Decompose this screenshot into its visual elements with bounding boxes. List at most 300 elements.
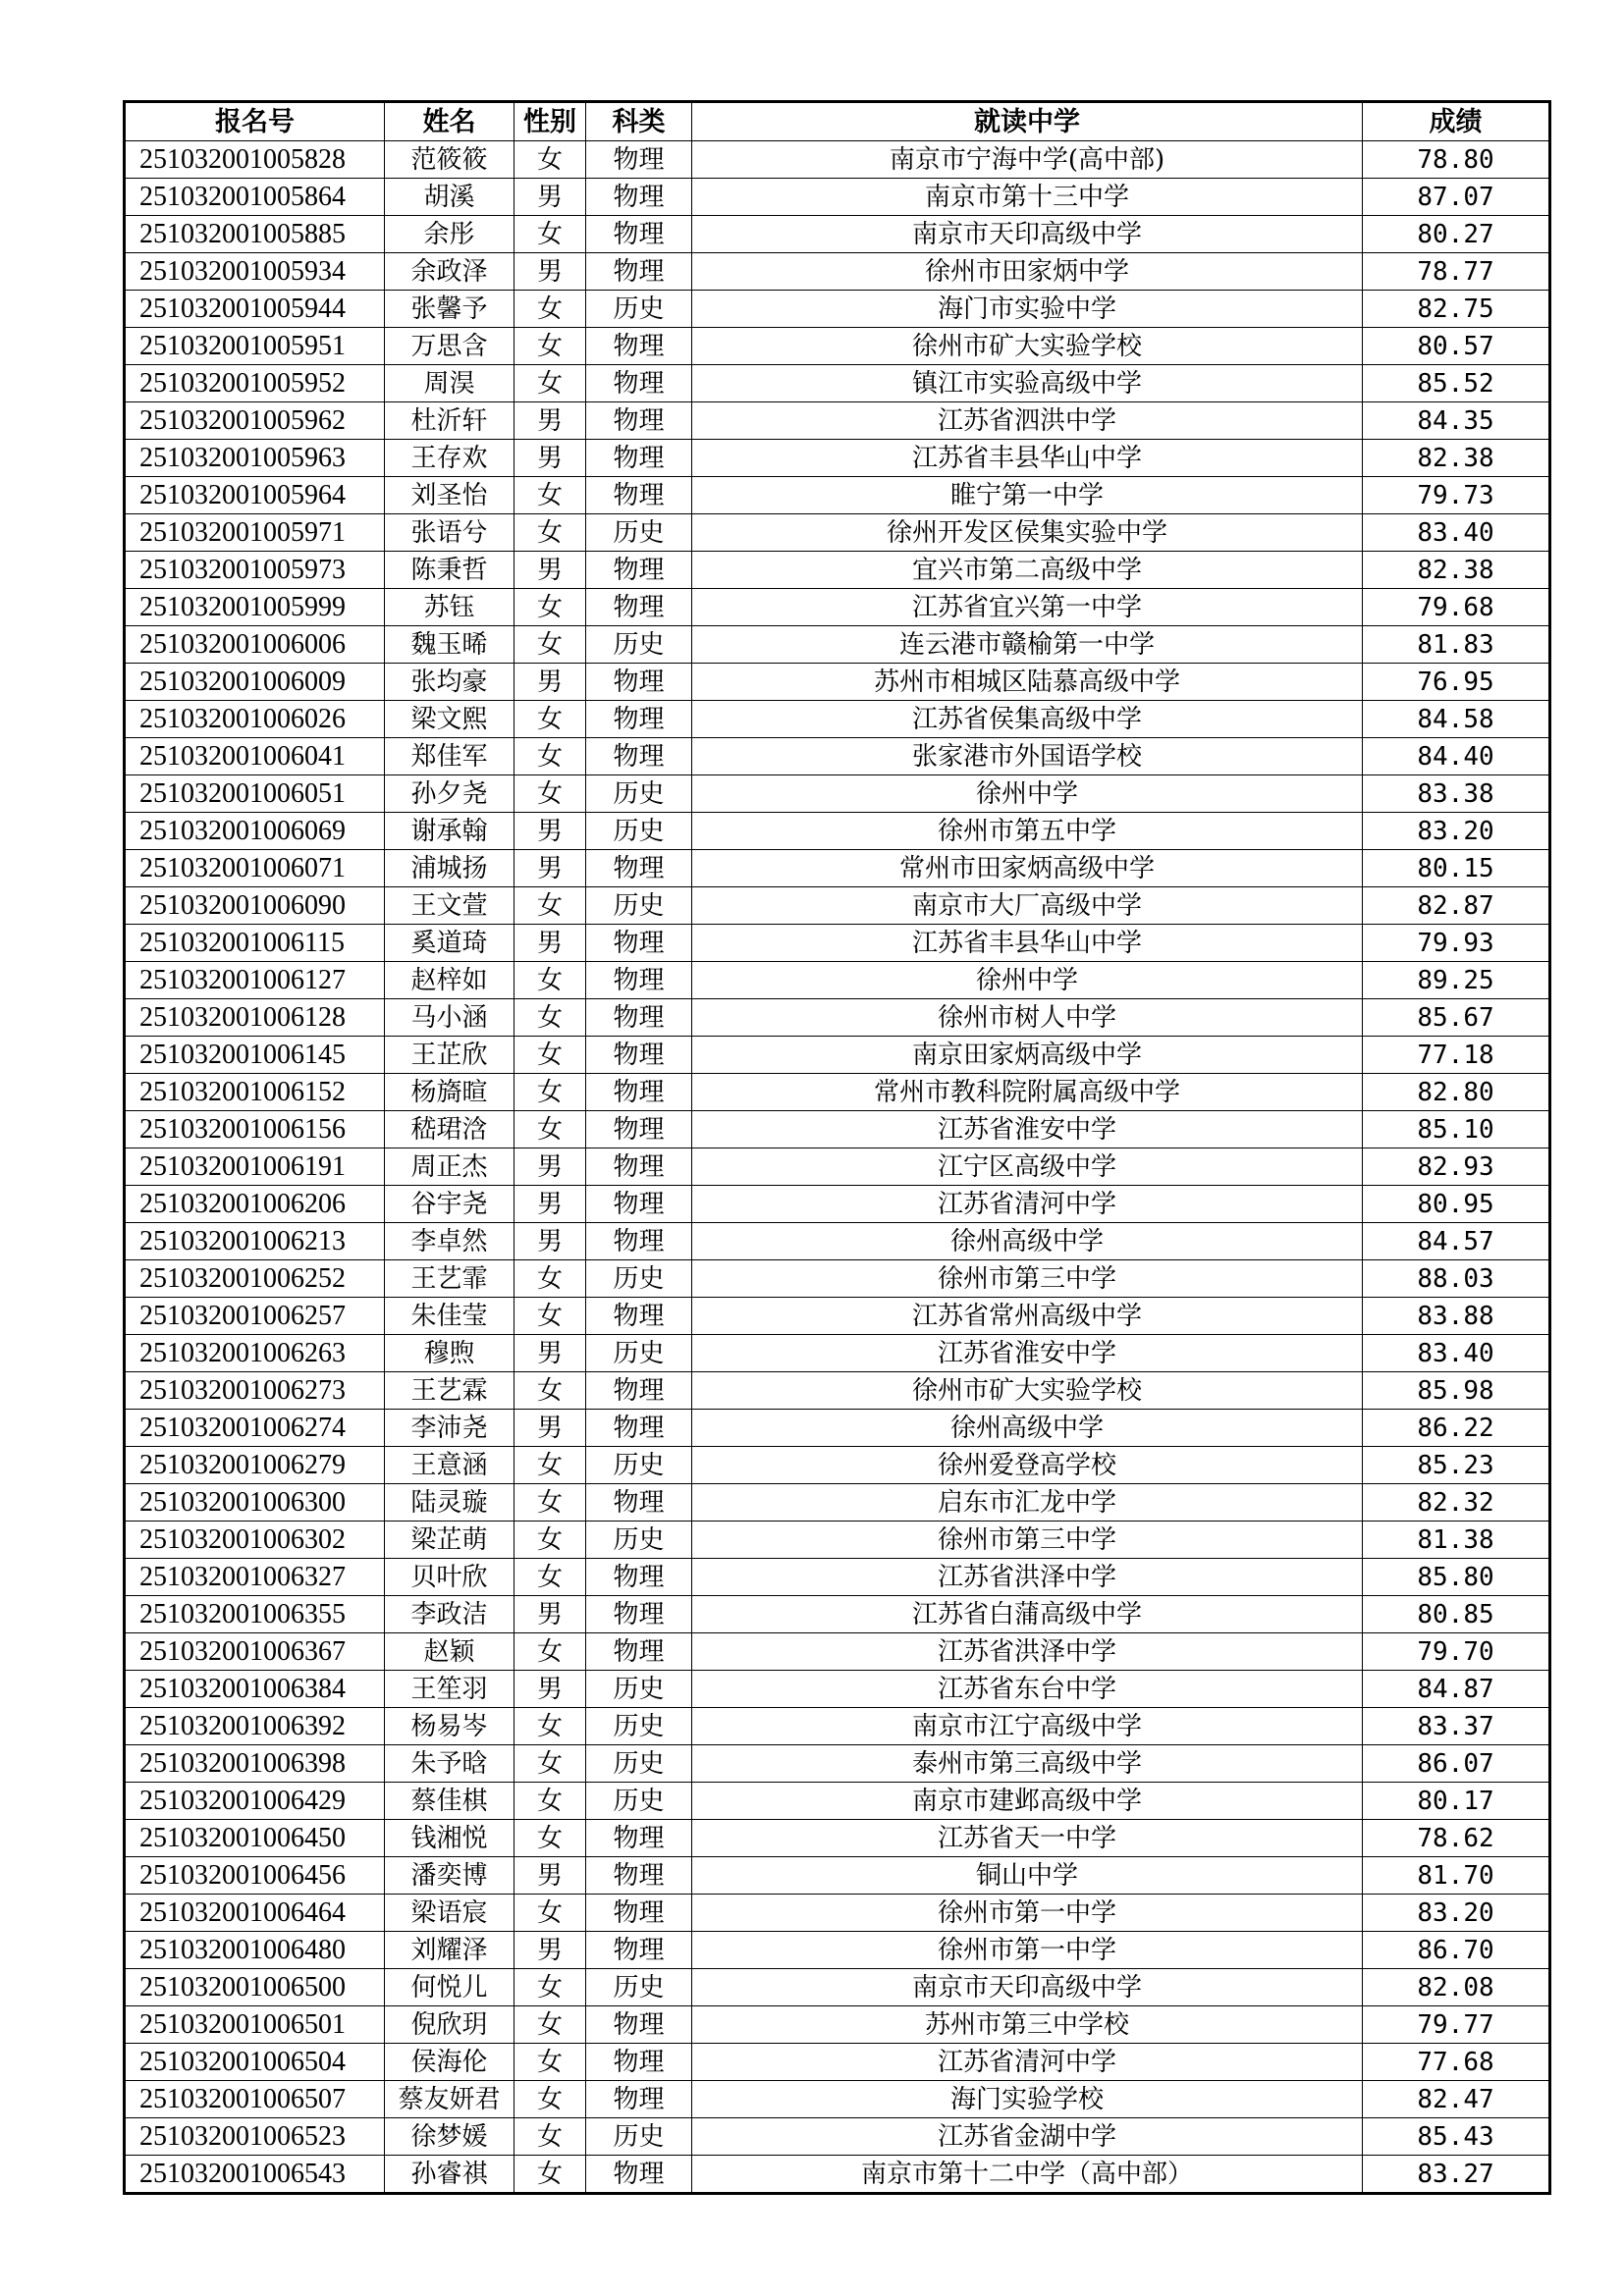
school-cell: 睢宁第一中学 [692, 477, 1363, 514]
name-cell: 李政洁 [385, 1596, 514, 1633]
subject-track-cell: 历史 [586, 1783, 692, 1820]
table-row [125, 2006, 1550, 2044]
name-cell: 梁文熙 [385, 701, 514, 738]
name-cell: 潘奕博 [385, 1857, 514, 1895]
column-header-gender: 性别 [514, 102, 586, 141]
registration-number-cell: 251032001006392 [125, 1708, 385, 1745]
subject-track-cell: 物理 [586, 1372, 692, 1410]
school-cell: 南京市天印高级中学 [692, 1969, 1363, 2006]
score-cell: 79.70 [1363, 1633, 1550, 1671]
score-cell: 89.25 [1363, 962, 1550, 999]
name-cell: 赵梓如 [385, 962, 514, 999]
registration-number-cell: 251032001005963 [125, 440, 385, 477]
subject-track-cell: 物理 [586, 1298, 692, 1335]
school-cell: 江苏省白蒲高级中学 [692, 1596, 1363, 1633]
registration-number-cell: 251032001006009 [125, 664, 385, 701]
subject-track-cell: 物理 [586, 664, 692, 701]
subject-track-cell: 物理 [586, 477, 692, 514]
name-cell: 朱佳莹 [385, 1298, 514, 1335]
score-cell: 83.20 [1363, 1895, 1550, 1932]
gender-cell: 女 [514, 1484, 586, 1522]
name-cell: 范筱筱 [385, 141, 514, 179]
name-cell: 苏钰 [385, 589, 514, 626]
subject-track-cell: 物理 [586, 1484, 692, 1522]
gender-cell: 男 [514, 1671, 586, 1708]
table-row [125, 2081, 1550, 2118]
subject-track-cell: 物理 [586, 1596, 692, 1633]
school-cell: 江苏省天一中学 [692, 1820, 1363, 1857]
table-row [125, 1708, 1550, 1745]
gender-cell: 男 [514, 664, 586, 701]
registration-number-cell: 251032001006327 [125, 1559, 385, 1596]
gender-cell: 男 [514, 925, 586, 962]
table-row [125, 253, 1550, 291]
registration-number-cell: 251032001006279 [125, 1447, 385, 1484]
table-row [125, 1596, 1550, 1633]
subject-track-cell: 物理 [586, 999, 692, 1037]
gender-cell: 男 [514, 402, 586, 440]
table-row [125, 626, 1550, 664]
score-cell: 83.20 [1363, 813, 1550, 850]
registration-number-cell: 251032001006398 [125, 1745, 385, 1783]
table-row [125, 402, 1550, 440]
subject-track-cell: 物理 [586, 1857, 692, 1895]
table-row [125, 1633, 1550, 1671]
table-row [125, 179, 1550, 216]
registration-number-cell: 251032001006257 [125, 1298, 385, 1335]
score-cell: 80.57 [1363, 328, 1550, 365]
school-cell: 泰州市第三高级中学 [692, 1745, 1363, 1783]
subject-track-cell: 物理 [586, 1186, 692, 1223]
gender-cell: 男 [514, 440, 586, 477]
subject-track-cell: 物理 [586, 1895, 692, 1932]
school-cell: 徐州开发区侯集实验中学 [692, 514, 1363, 552]
gender-cell: 女 [514, 701, 586, 738]
name-cell: 奚道琦 [385, 925, 514, 962]
score-cell: 84.87 [1363, 1671, 1550, 1708]
table-row [125, 1447, 1550, 1484]
school-cell: 南京田家炳高级中学 [692, 1037, 1363, 1074]
name-cell: 蔡佳棋 [385, 1783, 514, 1820]
subject-track-cell: 物理 [586, 1820, 692, 1857]
school-cell: 徐州市第五中学 [692, 813, 1363, 850]
score-cell: 82.80 [1363, 1074, 1550, 1111]
subject-track-cell: 物理 [586, 2156, 692, 2194]
name-cell: 嵇珺浛 [385, 1111, 514, 1148]
score-cell: 84.57 [1363, 1223, 1550, 1260]
school-cell: 江苏省清河中学 [692, 1186, 1363, 1223]
subject-track-cell: 物理 [586, 179, 692, 216]
gender-cell: 女 [514, 216, 586, 253]
registration-number-cell: 251032001006213 [125, 1223, 385, 1260]
score-cell: 80.17 [1363, 1783, 1550, 1820]
table-row [125, 1298, 1550, 1335]
school-cell: 徐州爱登高学校 [692, 1447, 1363, 1484]
score-cell: 77.18 [1363, 1037, 1550, 1074]
name-cell: 穆煦 [385, 1335, 514, 1372]
registration-number-cell: 251032001006006 [125, 626, 385, 664]
subject-track-cell: 历史 [586, 1260, 692, 1298]
score-cell: 80.27 [1363, 216, 1550, 253]
table-row [125, 1932, 1550, 1969]
name-cell: 张馨予 [385, 291, 514, 328]
school-cell: 常州市教科院附属高级中学 [692, 1074, 1363, 1111]
name-cell: 蔡友妍君 [385, 2081, 514, 2118]
table-row [125, 1037, 1550, 1074]
gender-cell: 女 [514, 365, 586, 402]
name-cell: 谢承翰 [385, 813, 514, 850]
registration-number-cell: 251032001005828 [125, 141, 385, 179]
table-row [125, 141, 1550, 179]
table-row [125, 552, 1550, 589]
name-cell: 万思含 [385, 328, 514, 365]
subject-track-cell: 历史 [586, 1335, 692, 1372]
score-cell: 82.38 [1363, 440, 1550, 477]
table-row [125, 701, 1550, 738]
name-cell: 梁芷萌 [385, 1522, 514, 1559]
registration-number-cell: 251032001006191 [125, 1148, 385, 1186]
name-cell: 赵颖 [385, 1633, 514, 1671]
gender-cell: 女 [514, 1783, 586, 1820]
gender-cell: 男 [514, 179, 586, 216]
school-cell: 江苏省丰县华山中学 [692, 440, 1363, 477]
subject-track-cell: 物理 [586, 850, 692, 887]
registration-number-cell: 251032001006128 [125, 999, 385, 1037]
registration-number-cell: 251032001006384 [125, 1671, 385, 1708]
score-cell: 83.37 [1363, 1708, 1550, 1745]
table-row [125, 514, 1550, 552]
registration-number-cell: 251032001006145 [125, 1037, 385, 1074]
gender-cell: 男 [514, 253, 586, 291]
table-row [125, 1148, 1550, 1186]
name-cell: 孙睿祺 [385, 2156, 514, 2194]
registration-number-cell: 251032001006041 [125, 738, 385, 775]
score-cell: 86.70 [1363, 1932, 1550, 1969]
registration-number-cell: 251032001006500 [125, 1969, 385, 2006]
gender-cell: 女 [514, 2156, 586, 2194]
score-cell: 82.87 [1363, 887, 1550, 925]
subject-track-cell: 历史 [586, 887, 692, 925]
score-cell: 85.80 [1363, 1559, 1550, 1596]
school-cell: 江苏省金湖中学 [692, 2118, 1363, 2156]
registration-number-cell: 251032001005962 [125, 402, 385, 440]
score-cell: 88.03 [1363, 1260, 1550, 1298]
gender-cell: 女 [514, 514, 586, 552]
subject-track-cell: 物理 [586, 328, 692, 365]
name-cell: 王艺霏 [385, 1260, 514, 1298]
table-header [125, 102, 1550, 141]
subject-track-cell: 物理 [586, 216, 692, 253]
registration-number-cell: 251032001006355 [125, 1596, 385, 1633]
registration-number-cell: 251032001006263 [125, 1335, 385, 1372]
registration-number-cell: 251032001005973 [125, 552, 385, 589]
table-row [125, 477, 1550, 514]
name-cell: 王笙羽 [385, 1671, 514, 1708]
name-cell: 贝叶欣 [385, 1559, 514, 1596]
subject-track-cell: 物理 [586, 1410, 692, 1447]
score-cell: 80.85 [1363, 1596, 1550, 1633]
school-cell: 徐州高级中学 [692, 1223, 1363, 1260]
gender-cell: 女 [514, 1745, 586, 1783]
gender-cell: 女 [514, 999, 586, 1037]
name-cell: 郑佳军 [385, 738, 514, 775]
table-row [125, 1559, 1550, 1596]
gender-cell: 女 [514, 2081, 586, 2118]
school-cell: 南京市江宁高级中学 [692, 1708, 1363, 1745]
registration-number-cell: 251032001006523 [125, 2118, 385, 2156]
gender-cell: 男 [514, 1596, 586, 1633]
subject-track-cell: 物理 [586, 2006, 692, 2044]
gender-cell: 女 [514, 589, 586, 626]
table-row [125, 1410, 1550, 1447]
table-row [125, 1111, 1550, 1148]
subject-track-cell: 物理 [586, 1037, 692, 1074]
gender-cell: 女 [514, 775, 586, 813]
name-cell: 杜沂轩 [385, 402, 514, 440]
score-cell: 83.38 [1363, 775, 1550, 813]
school-cell: 江苏省泗洪中学 [692, 402, 1363, 440]
name-cell: 侯海伦 [385, 2044, 514, 2081]
registration-number-cell: 251032001006300 [125, 1484, 385, 1522]
registration-number-cell: 251032001006504 [125, 2044, 385, 2081]
subject-track-cell: 历史 [586, 1969, 692, 2006]
name-cell: 周正杰 [385, 1148, 514, 1186]
name-cell: 浦城扬 [385, 850, 514, 887]
table-row [125, 1671, 1550, 1708]
table-row [125, 999, 1550, 1037]
table-row [125, 2044, 1550, 2081]
school-cell: 南京市第十二中学（高中部） [692, 2156, 1363, 2194]
registration-number-cell: 251032001006456 [125, 1857, 385, 1895]
score-cell: 85.23 [1363, 1447, 1550, 1484]
school-cell: 南京市建邺高级中学 [692, 1783, 1363, 1820]
school-cell: 宜兴市第二高级中学 [692, 552, 1363, 589]
table-row [125, 365, 1550, 402]
gender-cell: 女 [514, 887, 586, 925]
school-cell: 江苏省丰县华山中学 [692, 925, 1363, 962]
score-cell: 84.58 [1363, 701, 1550, 738]
subject-track-cell: 历史 [586, 813, 692, 850]
registration-number-cell: 251032001006507 [125, 2081, 385, 2118]
school-cell: 江苏省洪泽中学 [692, 1559, 1363, 1596]
gender-cell: 男 [514, 552, 586, 589]
score-cell: 83.27 [1363, 2156, 1550, 2194]
gender-cell: 女 [514, 1074, 586, 1111]
column-header-name: 姓名 [385, 102, 514, 141]
score-cell: 80.15 [1363, 850, 1550, 887]
school-cell: 江苏省洪泽中学 [692, 1633, 1363, 1671]
gender-cell: 男 [514, 1335, 586, 1372]
gender-cell: 女 [514, 1559, 586, 1596]
registration-number-cell: 251032001006464 [125, 1895, 385, 1932]
school-cell: 江苏省常州高级中学 [692, 1298, 1363, 1335]
table-row [125, 813, 1550, 850]
school-cell: 常州市田家炳高级中学 [692, 850, 1363, 887]
table-row [125, 1969, 1550, 2006]
score-cell: 85.52 [1363, 365, 1550, 402]
gender-cell: 女 [514, 477, 586, 514]
gender-cell: 女 [514, 626, 586, 664]
table-row [125, 328, 1550, 365]
score-cell: 82.38 [1363, 552, 1550, 589]
table-row [125, 925, 1550, 962]
table-row [125, 1522, 1550, 1559]
score-cell: 79.68 [1363, 589, 1550, 626]
name-cell: 朱予晗 [385, 1745, 514, 1783]
registration-number-cell: 251032001006206 [125, 1186, 385, 1223]
school-cell: 徐州市树人中学 [692, 999, 1363, 1037]
subject-track-cell: 物理 [586, 962, 692, 999]
score-cell: 85.67 [1363, 999, 1550, 1037]
table-row [125, 1223, 1550, 1260]
subject-track-cell: 物理 [586, 701, 692, 738]
registration-number-cell: 251032001006127 [125, 962, 385, 999]
table-row [125, 775, 1550, 813]
registration-number-cell: 251032001006273 [125, 1372, 385, 1410]
subject-track-cell: 物理 [586, 1074, 692, 1111]
registration-number-cell: 251032001006429 [125, 1783, 385, 1820]
gender-cell: 女 [514, 291, 586, 328]
score-cell: 85.10 [1363, 1111, 1550, 1148]
table-body [125, 141, 1550, 2194]
subject-track-cell: 物理 [586, 925, 692, 962]
table-row [125, 887, 1550, 925]
school-cell: 徐州市第三中学 [692, 1260, 1363, 1298]
registration-number-cell: 251032001006156 [125, 1111, 385, 1148]
table-row [125, 1372, 1550, 1410]
school-cell: 徐州市第一中学 [692, 1895, 1363, 1932]
table-row [125, 216, 1550, 253]
gender-cell: 男 [514, 1186, 586, 1223]
school-cell: 南京市天印高级中学 [692, 216, 1363, 253]
name-cell: 魏玉晞 [385, 626, 514, 664]
gender-cell: 女 [514, 2118, 586, 2156]
name-cell: 何悦儿 [385, 1969, 514, 2006]
score-cell: 78.80 [1363, 141, 1550, 179]
subject-track-cell: 物理 [586, 738, 692, 775]
name-cell: 胡溪 [385, 179, 514, 216]
table-row [125, 1260, 1550, 1298]
name-cell: 余政泽 [385, 253, 514, 291]
table-row [125, 664, 1550, 701]
name-cell: 王芷欣 [385, 1037, 514, 1074]
score-cell: 87.07 [1363, 179, 1550, 216]
score-cell: 83.88 [1363, 1298, 1550, 1335]
table-row [125, 1335, 1550, 1372]
registration-number-cell: 251032001005864 [125, 179, 385, 216]
gender-cell: 男 [514, 1932, 586, 1969]
school-cell: 苏州市第三中学校 [692, 2006, 1363, 2044]
registration-number-cell: 251032001006152 [125, 1074, 385, 1111]
name-cell: 马小涵 [385, 999, 514, 1037]
name-cell: 陈秉哲 [385, 552, 514, 589]
subject-track-cell: 历史 [586, 1522, 692, 1559]
score-cell: 82.08 [1363, 1969, 1550, 2006]
school-cell: 镇江市实验高级中学 [692, 365, 1363, 402]
gender-cell: 女 [514, 1037, 586, 1074]
name-cell: 王艺霖 [385, 1372, 514, 1410]
name-cell: 王文萱 [385, 887, 514, 925]
subject-track-cell: 物理 [586, 2044, 692, 2081]
column-header-subject-track: 科类 [586, 102, 692, 141]
subject-track-cell: 物理 [586, 141, 692, 179]
score-cell: 86.22 [1363, 1410, 1550, 1447]
subject-track-cell: 物理 [586, 402, 692, 440]
table-row [125, 1074, 1550, 1111]
school-cell: 徐州市第一中学 [692, 1932, 1363, 1969]
school-cell: 江苏省侯集高级中学 [692, 701, 1363, 738]
school-cell: 南京市大厂高级中学 [692, 887, 1363, 925]
school-cell: 徐州市田家炳中学 [692, 253, 1363, 291]
subject-track-cell: 历史 [586, 291, 692, 328]
name-cell: 倪欣玥 [385, 2006, 514, 2044]
table-row [125, 2156, 1550, 2194]
gender-cell: 男 [514, 1410, 586, 1447]
registration-number-cell: 251032001005964 [125, 477, 385, 514]
registration-number-cell: 251032001006069 [125, 813, 385, 850]
name-cell: 陆灵璇 [385, 1484, 514, 1522]
gender-cell: 女 [514, 1447, 586, 1484]
score-cell: 84.35 [1363, 402, 1550, 440]
table-row [125, 2118, 1550, 2156]
gender-cell: 女 [514, 328, 586, 365]
name-cell: 杨旖暄 [385, 1074, 514, 1111]
gender-cell: 女 [514, 1708, 586, 1745]
gender-cell: 女 [514, 1969, 586, 2006]
registration-number-cell: 251032001006480 [125, 1932, 385, 1969]
subject-track-cell: 历史 [586, 514, 692, 552]
table-row [125, 1895, 1550, 1932]
name-cell: 刘耀泽 [385, 1932, 514, 1969]
subject-track-cell: 物理 [586, 1223, 692, 1260]
subject-track-cell: 历史 [586, 1447, 692, 1484]
table-row [125, 291, 1550, 328]
school-cell: 徐州高级中学 [692, 1410, 1363, 1447]
school-cell: 铜山中学 [692, 1857, 1363, 1895]
table-row [125, 1484, 1550, 1522]
admission-score-table [123, 100, 1551, 2195]
school-cell: 南京市第十三中学 [692, 179, 1363, 216]
score-cell: 76.95 [1363, 664, 1550, 701]
score-cell: 83.40 [1363, 514, 1550, 552]
score-cell: 77.68 [1363, 2044, 1550, 2081]
school-cell: 连云港市赣榆第一中学 [692, 626, 1363, 664]
subject-track-cell: 物理 [586, 1633, 692, 1671]
registration-number-cell: 251032001006274 [125, 1410, 385, 1447]
gender-cell: 女 [514, 1522, 586, 1559]
gender-cell: 女 [514, 1298, 586, 1335]
registration-number-cell: 251032001005971 [125, 514, 385, 552]
score-cell: 80.95 [1363, 1186, 1550, 1223]
score-cell: 78.62 [1363, 1820, 1550, 1857]
name-cell: 钱湘悦 [385, 1820, 514, 1857]
registration-number-cell: 251032001006501 [125, 2006, 385, 2044]
registration-number-cell: 251032001005951 [125, 328, 385, 365]
registration-number-cell: 251032001006543 [125, 2156, 385, 2194]
subject-track-cell: 物理 [586, 365, 692, 402]
table-row [125, 1820, 1550, 1857]
gender-cell: 女 [514, 1111, 586, 1148]
registration-number-cell: 251032001005952 [125, 365, 385, 402]
name-cell: 梁语宸 [385, 1895, 514, 1932]
table-row [125, 850, 1550, 887]
school-cell: 南京市宁海中学(高中部) [692, 141, 1363, 179]
registration-number-cell: 251032001006115 [125, 925, 385, 962]
score-cell: 82.32 [1363, 1484, 1550, 1522]
score-cell: 85.43 [1363, 2118, 1550, 2156]
name-cell: 李沛尧 [385, 1410, 514, 1447]
name-cell: 杨易岑 [385, 1708, 514, 1745]
